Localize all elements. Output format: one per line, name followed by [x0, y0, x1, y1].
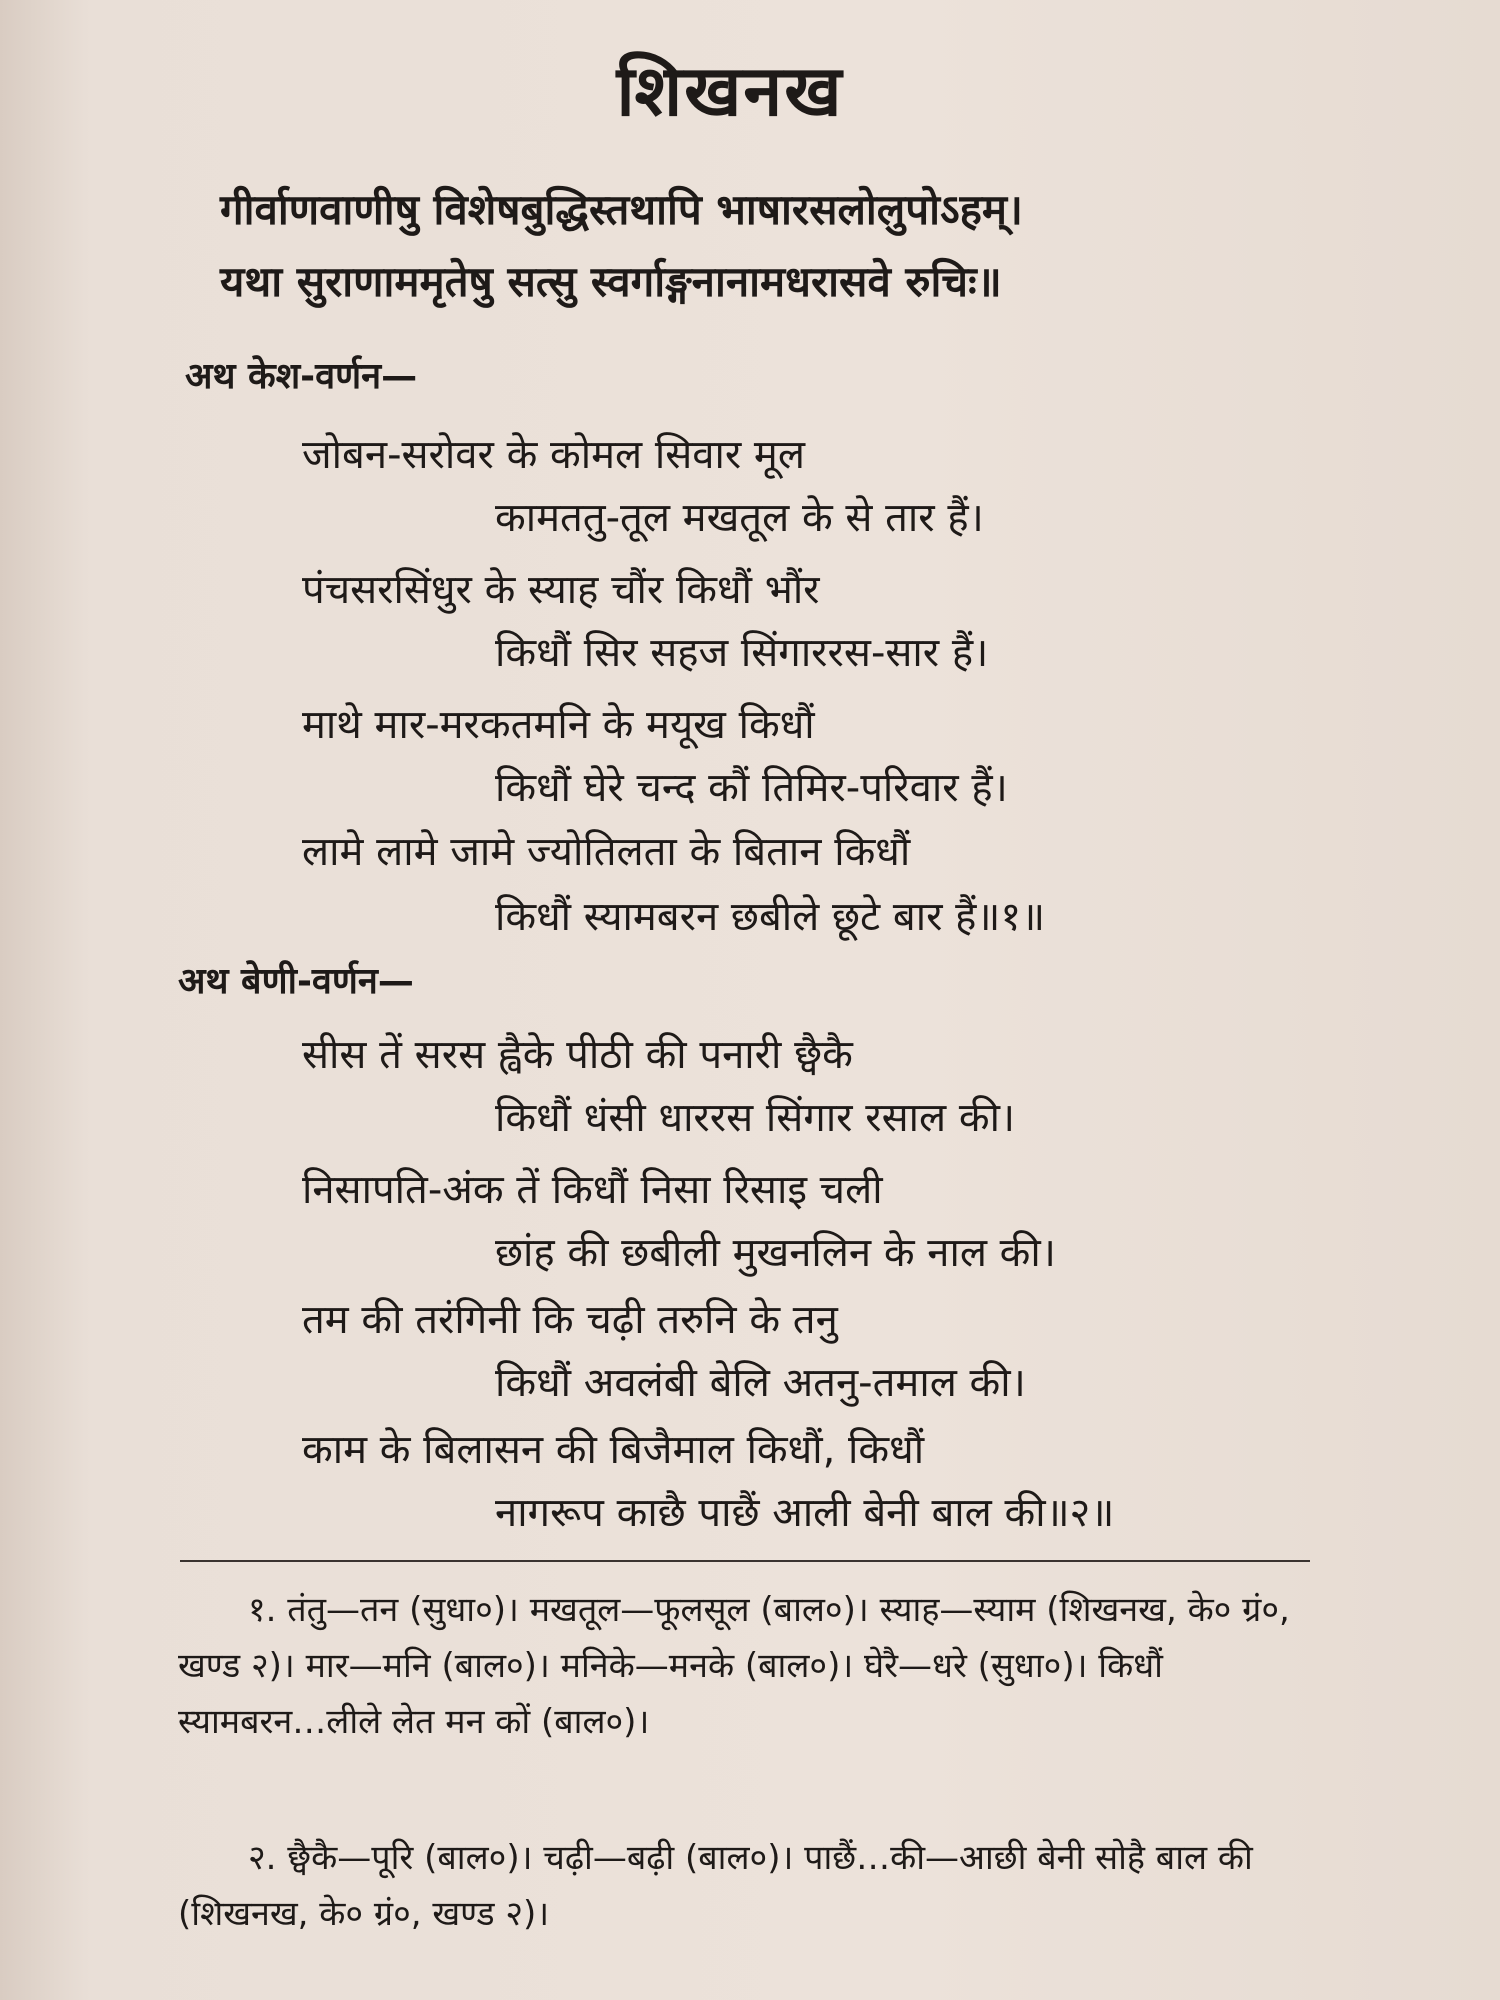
verse-line: किधौं घेरे चन्द कौं तिमिर-परिवार हैं।: [495, 765, 1008, 811]
verse-line: किधौं सिर सहज सिंगाररस-सार हैं।: [495, 630, 989, 676]
verse-line: तम की तरंगिनी कि चढ़ी तरुनि के तनु: [302, 1297, 838, 1343]
verse-line: किधौं अवलंबी बेलि अतनु-तमाल की।: [495, 1360, 1026, 1406]
verse-line: माथे मार-मरकतमनि के मयूख किधौं: [302, 702, 815, 748]
verse-line: किधौं स्यामबरन छबीले छूटे बार हैं॥१॥: [495, 894, 1046, 940]
verse-line: निसापति-अंक तें किधौं निसा रिसाइ चली: [302, 1167, 883, 1213]
verse-line: नागरूप काछै पाछैं आली बेनी बाल की॥२॥: [495, 1490, 1115, 1536]
section-heading-kesh: अथ केश-वर्णन—: [185, 356, 418, 397]
verse-line: कामततु-तूल मखतूल के से तार हैं।: [495, 495, 984, 541]
section-heading-beni: अथ बेणी-वर्णन—: [178, 961, 414, 1002]
verse-line: सीस तें सरस ह्वैके पीठी की पनारी छ्वैकै: [302, 1032, 853, 1078]
verse-line: जोबन-सरोवर के कोमल सिवार मूल: [302, 432, 805, 478]
verse-line: पंचसरसिंधुर के स्याह चौंर किधौं भौंर: [302, 567, 820, 613]
footnote-divider: [180, 1560, 1310, 1562]
verse-line: काम के बिलासन की बिजैमाल किधौं, किधौं: [302, 1427, 925, 1473]
footnote-1: १. तंतु—तन (सुधा०)। मखतूल—फूलसूल (बाल०)। स्याह—स्याम (शिखनख, के० ग्रं०, खण्ड २)। मार—मनि (बाल०)। मनिके—मनके (बाल०)। घेरै—धरे (सुधा०)। किधौं स्यामबरन…लीले लेत मन कों (बाल०)।: [178, 1590, 1290, 1742]
sanskrit-verse-line-1: गीर्वाणवाणीषु विशेषबुद्धिस्तथापि भाषारसलोलुपोऽहम्।: [220, 185, 1023, 234]
page-title: शिखनख: [616, 50, 844, 132]
verse-line: लामे लामे जामे ज्योतिलता के बितान किधौं: [302, 829, 911, 875]
footnote-2: २. छ्वैकै—पूरि (बाल०)। चढ़ी—बढ़ी (बाल०)। पाछैं…की—आछी बेनी सोहै बाल की (शिखनख, के० ग्रं०, खण्ड २)।: [178, 1838, 1253, 1934]
sanskrit-verse-line-2: यथा सुराणाममृतेषु सत्सु स्वर्गाङ्गनानामधरासवे रुचिः॥: [220, 257, 1002, 306]
verse-line: छांह की छबीली मुखनलिन के नाल की।: [495, 1230, 1056, 1276]
verse-line: किधौं धंसी धाररस सिंगार रसाल की।: [495, 1095, 1016, 1141]
